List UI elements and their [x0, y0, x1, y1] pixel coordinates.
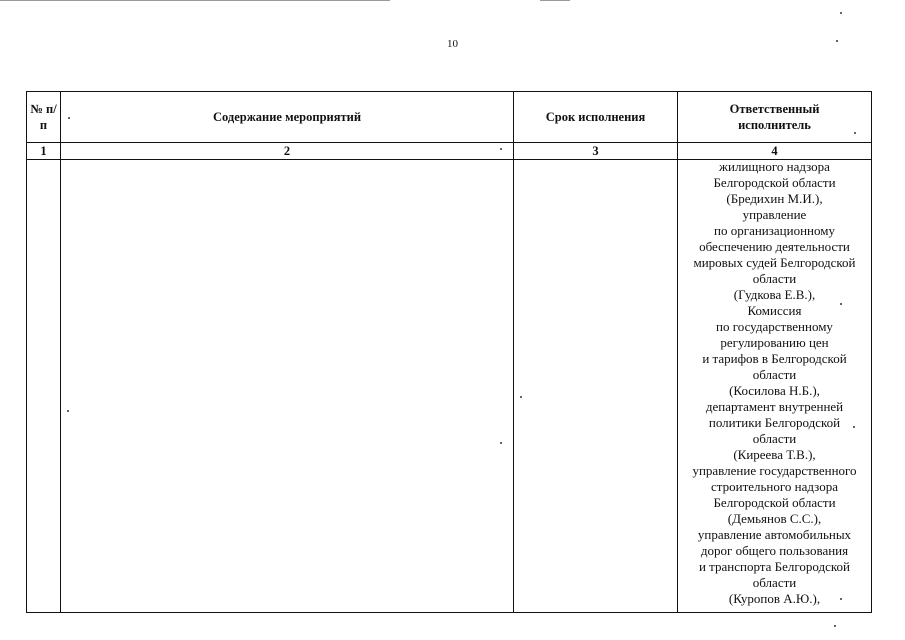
- responsible-line: управление: [742, 207, 807, 222]
- responsible-line: дорог общего пользования: [700, 543, 849, 558]
- table-row: [27, 160, 872, 613]
- scan-edge-line: [540, 0, 570, 1]
- cell-deadline: [514, 160, 678, 613]
- page-number: 10: [447, 38, 458, 50]
- column-number: 2: [61, 143, 514, 160]
- cell-num: [27, 160, 61, 613]
- column-number: 3: [514, 143, 678, 160]
- cell-content: [61, 160, 514, 613]
- responsible-line: области: [752, 367, 797, 382]
- scan-edge-line: [0, 0, 390, 1]
- responsible-line: и тарифов в Белгородской: [702, 351, 847, 366]
- responsible-line: (Киреева Т.В.),: [733, 447, 816, 462]
- responsible-line: (Куропов А.Ю.),: [728, 591, 821, 606]
- responsible-line: Белгородской области: [713, 495, 836, 510]
- responsible-line: области: [752, 575, 797, 590]
- cell-responsible: [678, 160, 872, 613]
- responsible-line: департамент внутренней: [705, 399, 844, 414]
- header-content: Содержание мероприятий: [61, 92, 514, 143]
- scan-speck: [834, 625, 836, 627]
- responsible-line: мировых судей Белгородской: [693, 255, 856, 270]
- measures-table: [26, 91, 872, 613]
- responsible-line: области: [752, 271, 797, 286]
- column-number-row: [27, 143, 872, 160]
- responsible-line: политики Белгородской: [708, 415, 841, 430]
- responsible-line: (Бредихин М.И.),: [726, 191, 823, 206]
- responsible-line: (Гудкова Е.В.),: [733, 287, 816, 302]
- responsible-line: по организационному: [714, 223, 835, 238]
- responsible-line: (Косилова Н.Б.),: [729, 383, 820, 398]
- responsible-line: управление автомобильных: [697, 527, 852, 542]
- responsible-line: по государственному: [716, 319, 833, 334]
- header-responsible: Ответственный исполнитель: [678, 92, 872, 143]
- responsible-line: Комиссия: [747, 303, 802, 318]
- header-num: № п/п: [27, 92, 61, 143]
- responsible-line: регулированию цен: [720, 335, 829, 350]
- responsible-line: строительного надзора: [711, 479, 838, 494]
- responsible-line: управление государственного: [692, 463, 857, 478]
- column-number: 1: [27, 143, 61, 160]
- responsible-line: Белгородской области: [713, 175, 836, 190]
- column-number: 4: [678, 143, 872, 160]
- header-deadline: Срок исполнения: [514, 92, 678, 143]
- scan-speck: [840, 12, 842, 14]
- responsible-line: жилищного надзора: [719, 159, 830, 174]
- responsible-list: [678, 159, 871, 607]
- responsible-line: обеспечению деятельности: [699, 239, 850, 254]
- responsible-line: области: [752, 431, 797, 446]
- table-header-row: [27, 92, 872, 143]
- responsible-line: (Демьянов С.С.),: [727, 511, 822, 526]
- responsible-line: и транспорта Белгородской: [698, 559, 851, 574]
